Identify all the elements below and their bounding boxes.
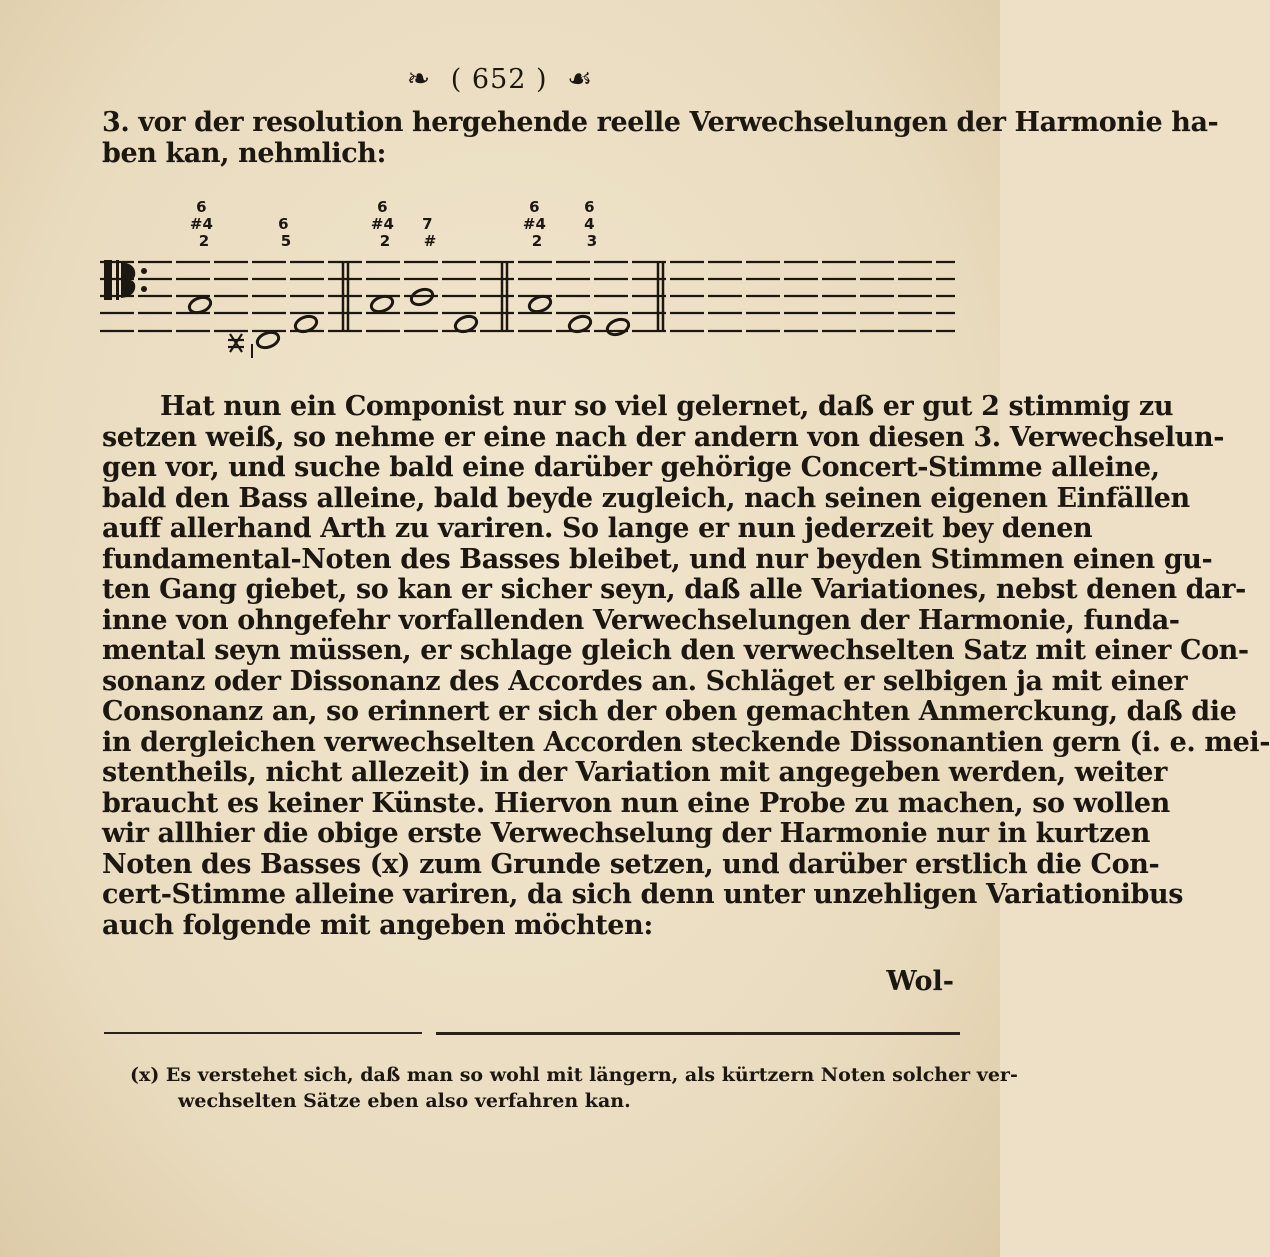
text-line: gen vor, und suche bald eine darüber gehörige Concert-Stimme alleine, <box>102 452 1160 483</box>
figure-1 <box>190 198 218 250</box>
footnote-divider-long <box>436 1032 960 1035</box>
figure-digit: 2 <box>198 232 210 250</box>
footnote <box>130 1062 1018 1114</box>
figure-digit: #4 <box>370 215 394 233</box>
footnote-line: (x) Es verstehet sich, daß man so wohl mit längern, als kürtzern Noten solcher ver- <box>130 1064 1018 1086</box>
whole-note <box>255 330 280 351</box>
figure-digit: #4 <box>189 215 213 233</box>
text-line: auff allerhand Arth zu variren. So lange er nun jederzeit bey denen <box>102 513 1093 544</box>
text-line: cert-Stimme alleine variren, da sich denn unter unzehligen Variationibus <box>102 879 1184 910</box>
text-line: setzen weiß, so nehme er eine nach der andern von diesen 3. Verwechselun- <box>102 421 1225 453</box>
catchword: Wol- <box>886 966 954 997</box>
text-line: in dergleichen verwechselten Accorden steckende Dissonantien gern (i. e. mei- <box>102 726 1270 758</box>
text-line: stentheils, nicht allezeit) in der Variation mit angegeben werden, weiter <box>102 757 1167 788</box>
text-line: mental seyn müssen, er schlage gleich den verwechselten Satz mit einer Con- <box>102 635 1249 666</box>
figure-digit: 3 <box>586 232 598 250</box>
whole-note <box>605 317 630 338</box>
figure-digit: 4 <box>584 215 595 233</box>
figure-4 <box>422 215 438 250</box>
ornament-left-icon: ❧ <box>406 62 432 95</box>
figure-digit: 5 <box>280 232 292 250</box>
footnote-divider-short <box>104 1032 422 1034</box>
footnote-line: wechselten Sätze eben also verfahren kan. <box>178 1090 631 1112</box>
figure-2 <box>278 215 294 250</box>
text-line: Noten des Basses (x) zum Grunde setzen, und darüber erstlich die Con- <box>102 848 1160 880</box>
figure-digit: 2 <box>379 232 391 250</box>
text-line: 3. vor der resolution hergehende reelle Verwechselungen der Harmonie ha- <box>102 107 1219 138</box>
staff-lines <box>100 262 955 331</box>
accidental-icon <box>228 334 244 352</box>
figure-digit: 6 <box>584 198 595 216</box>
text-line: fundamental-Noten des Basses bleibet, und nur beyden Stimmen einen gu- <box>102 543 1213 575</box>
figure-digit: 6 <box>278 215 289 233</box>
text-line: braucht es keiner Künste. Hiervon nun eine Probe zu machen, so wollen <box>102 787 1170 819</box>
figured-bass <box>190 198 600 250</box>
figure-3 <box>371 198 399 250</box>
ornament-right-icon: ☙ <box>567 62 594 95</box>
figure-digit: #4 <box>522 215 546 233</box>
text-line: ben kan, nehmlich: <box>102 137 387 169</box>
text-line: Consonanz an, so erinnert er sich der oben gemachten Anmerckung, daß die <box>102 696 1237 727</box>
text-line: wir allhier die obige erste Verwechselung der Harmonie nur in kurtzen <box>102 818 1151 849</box>
figure-digit: 6 <box>529 198 540 216</box>
text-line: inne von ohngefehr vorfallenden Verwechselungen der Harmonie, funda- <box>102 604 1180 636</box>
figure-6 <box>584 198 600 250</box>
figure-digit: 2 <box>531 232 543 250</box>
figure-digit: # <box>423 232 437 250</box>
figure-digit: 6 <box>196 198 207 216</box>
text-line: bald den Bass alleine, bald beyde zugleich, nach seinen eigenen Einfällen <box>102 482 1190 514</box>
notes <box>187 287 630 358</box>
figure-digit: 7 <box>422 215 433 233</box>
text-line: sonanz oder Dissonanz des Accordes an. Schläget er selbigen ja mit einer <box>102 665 1188 697</box>
main-paragraph <box>102 391 1270 941</box>
text-line: ten Gang giebet, so kan er sicher seyn, daß alle Variationes, nebst denen dar- <box>102 574 1246 605</box>
figure-digit: 6 <box>377 198 388 216</box>
text-line: auch folgende mit angeben möchten: <box>102 909 653 941</box>
figure-5 <box>523 198 551 250</box>
page-number: ( 652 ) <box>450 64 548 95</box>
text-line: Hat nun ein Componist nur so viel gelernet, daß er gut 2 stimmig zu <box>160 391 1174 422</box>
